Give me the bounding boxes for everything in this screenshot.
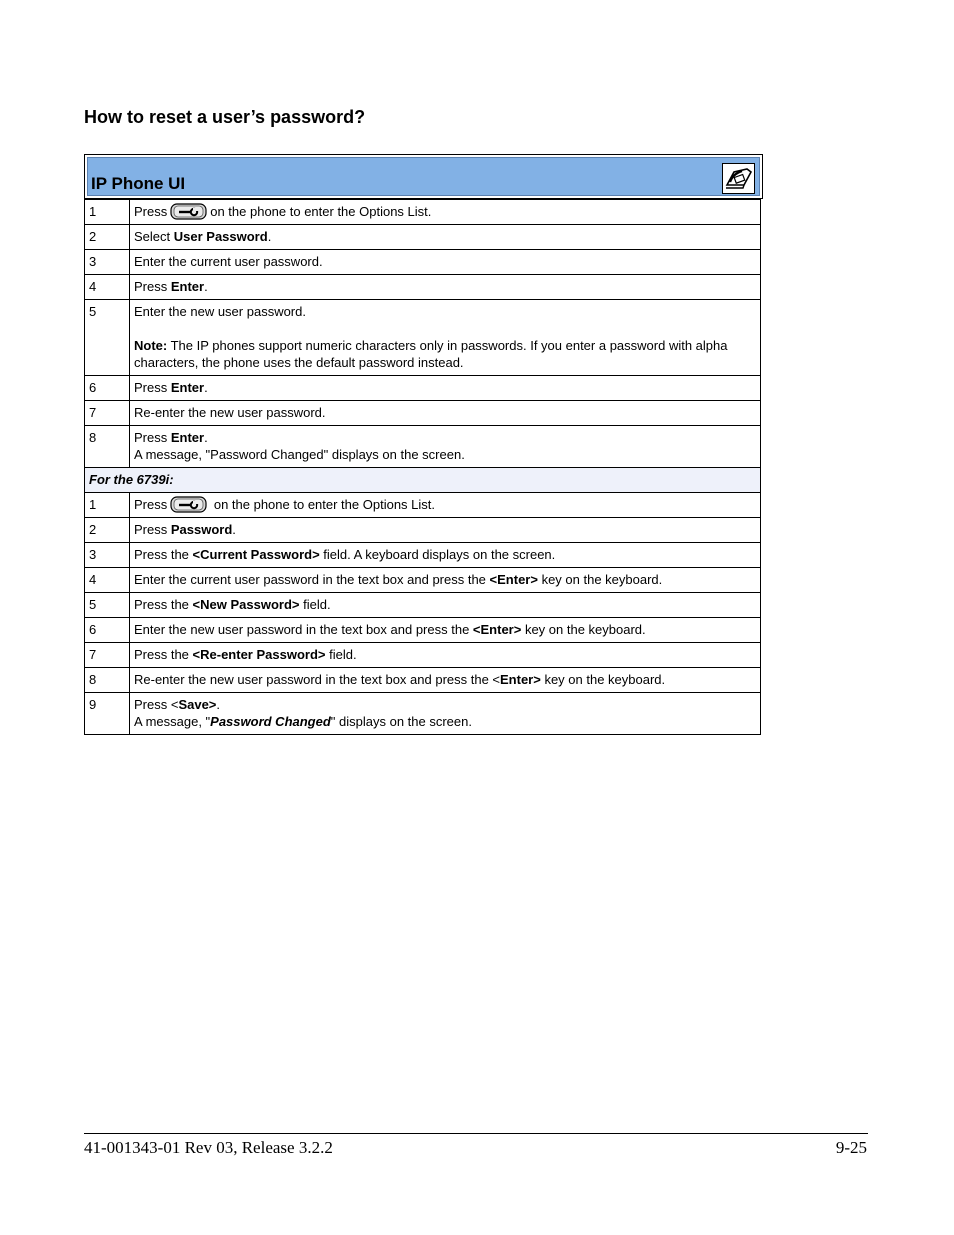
table-row — [85, 543, 761, 568]
table-row — [85, 376, 761, 401]
step-text-part: Press — [134, 279, 171, 294]
step-bold-term: Enter> — [500, 672, 541, 687]
step-text — [130, 568, 761, 593]
step-message: A message, "Password Changed" displays on the screen. — [134, 447, 465, 462]
step-bold-term: <Re-enter Password> — [192, 647, 326, 662]
note-label: Note: — [134, 338, 168, 353]
step-text-part: field. — [325, 647, 357, 662]
section-title: How to reset a user’s password? — [84, 107, 366, 127]
step-bold-term: Enter — [170, 279, 205, 294]
step-text-part: Press — [134, 380, 171, 395]
step-text — [130, 275, 761, 300]
step-text — [130, 250, 761, 275]
step-text-part: key on the keyboard. — [540, 672, 666, 687]
table-row — [85, 693, 761, 735]
step-number: 1 — [85, 493, 130, 518]
step-text — [130, 543, 761, 568]
step-bold-term: <Current Password> — [192, 547, 320, 562]
banner-frame — [84, 154, 763, 199]
step-message: " displays on the screen. — [330, 714, 472, 729]
step-text-part: Press the — [134, 547, 193, 562]
step-text — [130, 518, 761, 543]
step-text-part: key on the keyboard. — [537, 572, 663, 587]
banner-title: IP Phone UI — [91, 174, 186, 193]
step-number: 7 — [85, 401, 130, 426]
step-text-part: Enter the current user password. — [134, 254, 323, 269]
step-message-emphasis: Password Changed — [210, 714, 331, 729]
note-text: The IP phones support numeric characters only in passwords. If you enter a password with alpha characters, the phone uses the default password instead. — [134, 338, 728, 370]
step-number: 9 — [85, 693, 130, 735]
step-text-part: . — [204, 430, 208, 445]
step-number: 8 — [85, 426, 130, 468]
table-row — [85, 568, 761, 593]
step-bold-term: User Password — [173, 229, 268, 244]
step-text-part: Press — [134, 497, 168, 512]
step-text-part: field. — [299, 597, 331, 612]
step-text-part: Press the — [134, 597, 193, 612]
table-row — [85, 668, 761, 693]
table-row — [85, 401, 761, 426]
step-text-part: . — [267, 229, 272, 244]
step-bold-term: <Enter> — [489, 572, 538, 587]
step-text — [130, 426, 761, 468]
step-text-part: Enter the new user password. — [134, 304, 306, 319]
step-text — [130, 693, 761, 735]
step-text — [130, 668, 761, 693]
step-text-part: Re-enter the new user password. — [134, 405, 326, 420]
table-row — [85, 643, 761, 668]
step-text-part: Enter the current user password in the text box and press the — [134, 572, 490, 587]
footer-rule — [84, 1133, 868, 1134]
step-text-part: Press — [134, 522, 171, 537]
step-text-part: . — [204, 279, 208, 294]
step-text — [130, 493, 761, 518]
step-bold-term: <New Password> — [192, 597, 300, 612]
step-text — [130, 225, 761, 250]
step-text-part: Press — [134, 430, 171, 445]
subhead-6739i: For the 6739i: — [85, 468, 761, 493]
step-number: 6 — [85, 618, 130, 643]
step-text-part: . — [232, 522, 236, 537]
step-text-part: key on the keyboard. — [521, 622, 646, 637]
step-note — [134, 337, 756, 371]
step-bold-term: Enter — [170, 380, 205, 395]
subhead-row — [85, 468, 761, 493]
step-number: 1 — [85, 200, 130, 225]
step-number: 4 — [85, 568, 130, 593]
step-bold-term: Password — [170, 522, 233, 537]
step-text — [130, 643, 761, 668]
phone-handset-icon — [722, 163, 755, 194]
step-number: 5 — [85, 300, 130, 376]
step-text-part: field. A keyboard displays on the screen. — [319, 547, 556, 562]
table-row — [85, 518, 761, 543]
step-number: 8 — [85, 668, 130, 693]
step-message: A message, " — [134, 714, 211, 729]
step-number: 7 — [85, 643, 130, 668]
step-text-part: on the phone to enter the Options List. — [210, 204, 432, 219]
step-number: 3 — [85, 250, 130, 275]
step-bold-term: <Enter> — [472, 622, 522, 637]
step-text-part: Select — [134, 229, 174, 244]
step-number: 5 — [85, 593, 130, 618]
table-row — [85, 618, 761, 643]
options-key-icon — [170, 203, 207, 220]
step-text — [130, 618, 761, 643]
step-text — [130, 200, 761, 225]
step-text — [130, 401, 761, 426]
step-bold-term: Save> — [178, 697, 217, 712]
table-row — [85, 225, 761, 250]
table-row — [85, 275, 761, 300]
table-row — [85, 593, 761, 618]
table-row — [85, 200, 761, 225]
step-number: 3 — [85, 543, 130, 568]
table-row — [85, 493, 761, 518]
ip-phone-ui-banner — [87, 157, 760, 196]
table-row — [85, 426, 761, 468]
step-text — [130, 593, 761, 618]
procedure-table — [84, 154, 763, 735]
step-text-part: Press — [134, 204, 168, 219]
step-text-part: Press the — [134, 647, 193, 662]
step-text — [130, 300, 761, 376]
step-text-part: Re-enter the new user password in the text box and press the < — [134, 672, 501, 687]
options-key-icon — [170, 496, 207, 513]
footer-page-number: 9-25 — [835, 1138, 867, 1157]
table-row — [85, 250, 761, 275]
step-text-part: . — [204, 380, 208, 395]
step-number: 4 — [85, 275, 130, 300]
step-text-part: . — [216, 697, 221, 712]
steps-table — [84, 199, 761, 735]
step-number: 2 — [85, 518, 130, 543]
step-text-part: Enter the new user password in the text box and press the — [134, 622, 473, 637]
step-text — [130, 376, 761, 401]
step-number: 2 — [85, 225, 130, 250]
step-text-part: Press < — [134, 697, 179, 712]
step-number: 6 — [85, 376, 130, 401]
step-bold-term: Enter — [170, 430, 205, 445]
table-row — [85, 300, 761, 376]
footer-doc-id: 41-001343-01 Rev 03, Release 3.2.2 — [84, 1138, 333, 1157]
step-text-part: on the phone to enter the Options List. — [210, 497, 435, 512]
